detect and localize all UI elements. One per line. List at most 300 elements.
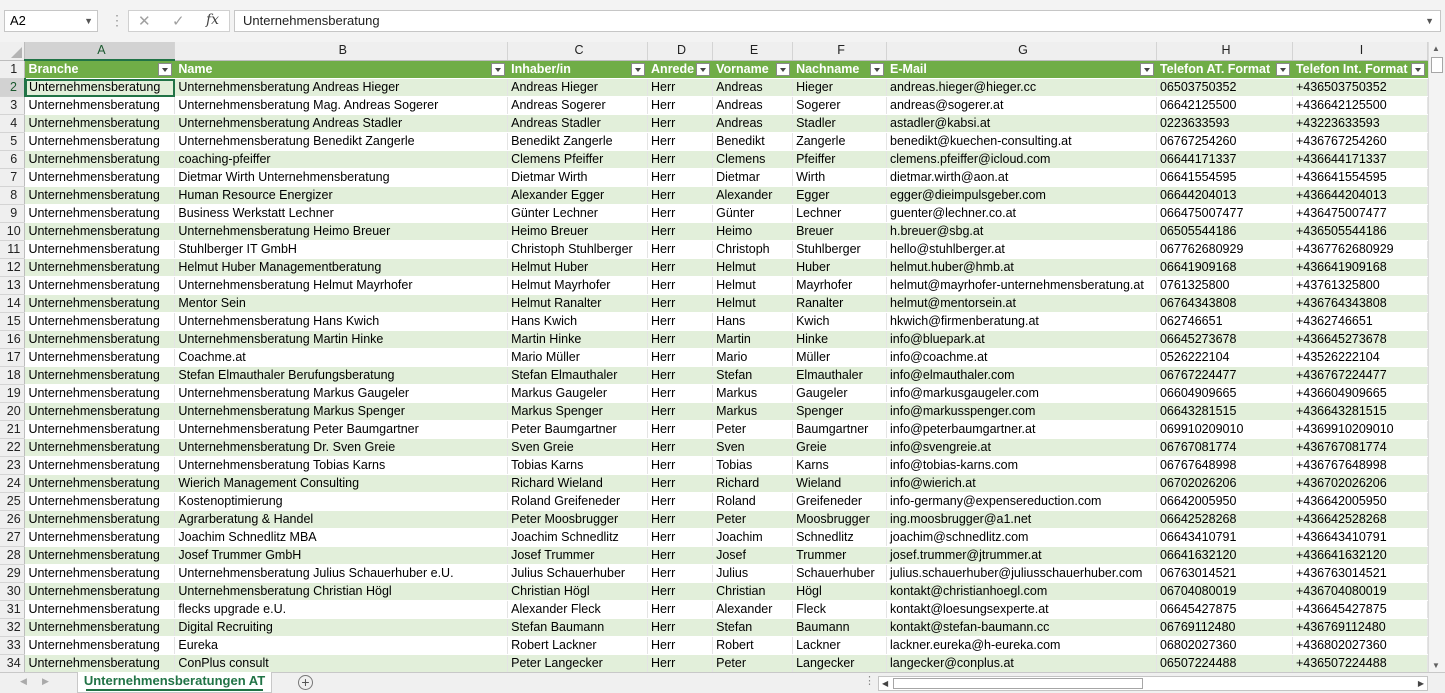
table-cell[interactable]: +436503750352 bbox=[1292, 79, 1427, 97]
table-cell[interactable]: 06604909665 bbox=[1156, 385, 1292, 403]
table-cell[interactable]: 06641554595 bbox=[1156, 169, 1292, 187]
table-cell[interactable]: Benedikt bbox=[713, 133, 793, 151]
table-cell[interactable]: kontakt@christianhoegl.com bbox=[887, 583, 1157, 601]
table-cell[interactable]: Unternehmensberatung bbox=[25, 367, 175, 385]
table-cell[interactable]: Wirth bbox=[793, 169, 887, 187]
table-cell[interactable]: Günter Lechner bbox=[508, 205, 648, 223]
table-cell[interactable]: 06505544186 bbox=[1156, 223, 1292, 241]
table-cell[interactable]: 06767081774 bbox=[1156, 439, 1292, 457]
table-cell[interactable]: Christian Högl bbox=[508, 583, 648, 601]
table-cell[interactable]: Peter bbox=[713, 655, 793, 673]
row-header[interactable]: 30 bbox=[0, 583, 25, 601]
table-cell[interactable]: Unternehmensberatung bbox=[25, 223, 175, 241]
table-cell[interactable]: +436645427875 bbox=[1292, 601, 1427, 619]
table-cell[interactable]: Mario bbox=[713, 349, 793, 367]
table-cell[interactable]: Unternehmensberatung bbox=[25, 241, 175, 259]
row-header[interactable]: 1 bbox=[0, 60, 25, 79]
table-cell[interactable]: Helmut bbox=[713, 295, 793, 313]
column-header-h[interactable]: H bbox=[1156, 42, 1292, 60]
filter-dropdown-icon[interactable] bbox=[491, 63, 505, 76]
table-cell[interactable]: Herr bbox=[648, 277, 713, 295]
filter-dropdown-icon[interactable] bbox=[1140, 63, 1154, 76]
table-cell[interactable]: Helmut bbox=[713, 277, 793, 295]
table-cell[interactable]: Herr bbox=[648, 259, 713, 277]
table-cell[interactable]: +436702026206 bbox=[1292, 475, 1427, 493]
table-cell[interactable]: Roland bbox=[713, 493, 793, 511]
table-cell[interactable]: 062746651 bbox=[1156, 313, 1292, 331]
table-cell[interactable]: Karns bbox=[793, 457, 887, 475]
table-cell[interactable]: Herr bbox=[648, 367, 713, 385]
table-cell[interactable]: 0761325800 bbox=[1156, 277, 1292, 295]
table-cell[interactable]: joachim@schnedlitz.com bbox=[887, 529, 1157, 547]
filter-dropdown-icon[interactable] bbox=[1411, 63, 1425, 76]
table-cell[interactable]: Unternehmensberatung Hans Kwich bbox=[175, 313, 508, 331]
row-header[interactable]: 11 bbox=[0, 241, 25, 259]
table-cell[interactable]: Richard Wieland bbox=[508, 475, 648, 493]
table-cell[interactable]: Herr bbox=[648, 79, 713, 97]
row-header[interactable]: 12 bbox=[0, 259, 25, 277]
table-cell[interactable]: Dietmar Wirth Unternehmensberatung bbox=[175, 169, 508, 187]
table-cell[interactable]: Clemens Pfeiffer bbox=[508, 151, 648, 169]
table-cell[interactable]: ConPlus consult bbox=[175, 655, 508, 673]
table-cell[interactable]: helmut@mayrhofer-unternehmensberatung.at bbox=[887, 277, 1157, 295]
table-cell[interactable]: Tobias bbox=[713, 457, 793, 475]
table-cell[interactable]: Hans bbox=[713, 313, 793, 331]
row-header[interactable]: 31 bbox=[0, 601, 25, 619]
table-cell[interactable]: Müller bbox=[793, 349, 887, 367]
table-cell[interactable]: Unternehmensberatung Julius Schauerhuber e.U. bbox=[175, 565, 508, 583]
table-header-cell[interactable] bbox=[25, 60, 175, 79]
row-header[interactable]: 4 bbox=[0, 115, 25, 133]
table-cell[interactable]: Martin bbox=[713, 331, 793, 349]
tab-prev-icon[interactable]: ◀ bbox=[20, 676, 27, 686]
table-cell[interactable]: +4367762680929 bbox=[1292, 241, 1427, 259]
table-cell[interactable]: Helmut Huber bbox=[508, 259, 648, 277]
table-cell[interactable]: Richard bbox=[713, 475, 793, 493]
table-cell[interactable]: Unternehmensberatung bbox=[25, 133, 175, 151]
table-header-cell[interactable] bbox=[648, 60, 713, 79]
table-cell[interactable]: hkwich@firmenberatung.at bbox=[887, 313, 1157, 331]
table-cell[interactable]: 069910209010 bbox=[1156, 421, 1292, 439]
table-cell[interactable]: +436767254260 bbox=[1292, 133, 1427, 151]
table-cell[interactable]: +436642528268 bbox=[1292, 511, 1427, 529]
table-cell[interactable]: +436507224488 bbox=[1292, 655, 1427, 673]
table-cell[interactable]: Lechner bbox=[793, 205, 887, 223]
table-cell[interactable]: 06643410791 bbox=[1156, 529, 1292, 547]
table-cell[interactable]: Unternehmensberatung bbox=[25, 295, 175, 313]
table-cell[interactable]: andreas@sogerer.at bbox=[887, 97, 1157, 115]
table-cell[interactable]: Unternehmensberatung bbox=[25, 637, 175, 655]
table-cell[interactable]: info@markusgaugeler.com bbox=[887, 385, 1157, 403]
table-cell[interactable]: Unternehmensberatung bbox=[25, 511, 175, 529]
table-cell[interactable]: info@bluepark.at bbox=[887, 331, 1157, 349]
table-cell[interactable]: 06764343808 bbox=[1156, 295, 1292, 313]
table-cell[interactable]: Unternehmensberatung Mag. Andreas Sogerer bbox=[175, 97, 508, 115]
table-cell[interactable]: Markus bbox=[713, 403, 793, 421]
table-cell[interactable]: flecks upgrade e.U. bbox=[175, 601, 508, 619]
table-cell[interactable]: 066475007477 bbox=[1156, 205, 1292, 223]
row-header[interactable]: 14 bbox=[0, 295, 25, 313]
table-cell[interactable]: Stefan Elmauthaler Berufungsberatung bbox=[175, 367, 508, 385]
table-cell[interactable]: 06642125500 bbox=[1156, 97, 1292, 115]
table-cell[interactable]: +436643281515 bbox=[1292, 403, 1427, 421]
table-cell[interactable]: Hieger bbox=[793, 79, 887, 97]
table-cell[interactable]: Huber bbox=[793, 259, 887, 277]
table-cell[interactable]: Unternehmensberatung Andreas Hieger bbox=[175, 79, 508, 97]
checkmark-icon[interactable]: ✓ bbox=[172, 13, 185, 30]
table-cell[interactable]: +436641909168 bbox=[1292, 259, 1427, 277]
table-cell[interactable]: +436644204013 bbox=[1292, 187, 1427, 205]
table-cell[interactable]: 06641909168 bbox=[1156, 259, 1292, 277]
select-all-corner[interactable] bbox=[0, 42, 25, 60]
row-header[interactable]: 34 bbox=[0, 655, 25, 673]
function-icon[interactable]: fx bbox=[206, 12, 220, 28]
table-cell[interactable]: Clemens bbox=[713, 151, 793, 169]
column-header-g[interactable]: G bbox=[887, 42, 1157, 60]
table-cell[interactable]: Unternehmensberatung bbox=[25, 619, 175, 637]
table-cell[interactable]: Stuhlberger bbox=[793, 241, 887, 259]
table-cell[interactable]: Spenger bbox=[793, 403, 887, 421]
row-header[interactable]: 24 bbox=[0, 475, 25, 493]
table-cell[interactable]: Herr bbox=[648, 619, 713, 637]
table-cell[interactable]: Julius bbox=[713, 565, 793, 583]
name-box[interactable] bbox=[4, 10, 98, 32]
table-cell[interactable]: info@wierich.at bbox=[887, 475, 1157, 493]
filter-dropdown-icon[interactable] bbox=[870, 63, 884, 76]
table-cell[interactable]: Ranalter bbox=[793, 295, 887, 313]
row-header[interactable]: 21 bbox=[0, 421, 25, 439]
table-cell[interactable]: Dietmar Wirth bbox=[508, 169, 648, 187]
table-cell[interactable]: dietmar.wirth@aon.at bbox=[887, 169, 1157, 187]
table-cell[interactable]: +436505544186 bbox=[1292, 223, 1427, 241]
table-cell[interactable]: 06643281515 bbox=[1156, 403, 1292, 421]
table-cell[interactable]: Herr bbox=[648, 529, 713, 547]
table-cell[interactable]: Robert Lackner bbox=[508, 637, 648, 655]
table-cell[interactable]: Unternehmensberatung bbox=[25, 475, 175, 493]
table-cell[interactable]: Herr bbox=[648, 313, 713, 331]
table-cell[interactable]: Andreas bbox=[713, 79, 793, 97]
row-header[interactable]: 22 bbox=[0, 439, 25, 457]
table-cell[interactable]: Robert bbox=[713, 637, 793, 655]
table-cell[interactable]: Unternehmensberatung bbox=[25, 403, 175, 421]
table-cell[interactable]: Peter Baumgartner bbox=[508, 421, 648, 439]
table-cell[interactable]: Helmut Huber Managementberatung bbox=[175, 259, 508, 277]
table-cell[interactable]: 0526222104 bbox=[1156, 349, 1292, 367]
table-cell[interactable]: +436643410791 bbox=[1292, 529, 1427, 547]
table-cell[interactable]: Benedikt Zangerle bbox=[508, 133, 648, 151]
table-header-cell[interactable] bbox=[175, 60, 508, 79]
table-cell[interactable]: Alexander bbox=[713, 187, 793, 205]
table-cell[interactable]: ing.moosbrugger@a1.net bbox=[887, 511, 1157, 529]
table-cell[interactable]: Christian bbox=[713, 583, 793, 601]
table-cell[interactable]: +436644171337 bbox=[1292, 151, 1427, 169]
table-cell[interactable]: 0223633593 bbox=[1156, 115, 1292, 133]
table-cell[interactable]: Greifeneder bbox=[793, 493, 887, 511]
table-cell[interactable]: Unternehmensberatung bbox=[25, 331, 175, 349]
table-cell[interactable]: 06702026206 bbox=[1156, 475, 1292, 493]
table-cell[interactable]: info@peterbaumgartner.at bbox=[887, 421, 1157, 439]
table-cell[interactable]: Unternehmensberatung Benedikt Zangerle bbox=[175, 133, 508, 151]
table-cell[interactable]: Unternehmensberatung bbox=[25, 493, 175, 511]
table-cell[interactable]: julius.schauerhuber@juliusschauerhuber.com bbox=[887, 565, 1157, 583]
table-cell[interactable]: info@markusspenger.com bbox=[887, 403, 1157, 421]
table-cell[interactable]: coaching-pfeiffer bbox=[175, 151, 508, 169]
table-cell[interactable]: Andreas bbox=[713, 115, 793, 133]
table-cell[interactable]: Hinke bbox=[793, 331, 887, 349]
table-cell[interactable]: Herr bbox=[648, 169, 713, 187]
table-cell[interactable]: Stuhlberger IT GmbH bbox=[175, 241, 508, 259]
table-cell[interactable]: Unternehmensberatung Tobias Karns bbox=[175, 457, 508, 475]
table-cell[interactable]: Unternehmensberatung Helmut Mayrhofer bbox=[175, 277, 508, 295]
table-cell[interactable]: Business Werkstatt Lechner bbox=[175, 205, 508, 223]
table-cell[interactable]: +436802027360 bbox=[1292, 637, 1427, 655]
table-cell[interactable]: +436475007477 bbox=[1292, 205, 1427, 223]
table-cell[interactable]: +436769112480 bbox=[1292, 619, 1427, 637]
table-cell[interactable]: +436767648998 bbox=[1292, 457, 1427, 475]
scroll-down-icon[interactable]: ▼ bbox=[1432, 661, 1440, 670]
row-header[interactable]: 19 bbox=[0, 385, 25, 403]
table-cell[interactable]: Unternehmensberatung bbox=[25, 115, 175, 133]
table-cell[interactable]: Sven bbox=[713, 439, 793, 457]
table-cell[interactable]: Högl bbox=[793, 583, 887, 601]
table-cell[interactable]: +43761325800 bbox=[1292, 277, 1427, 295]
table-cell[interactable]: Herr bbox=[648, 655, 713, 673]
row-header[interactable]: 26 bbox=[0, 511, 25, 529]
table-cell[interactable]: Herr bbox=[648, 385, 713, 403]
table-cell[interactable]: info@tobias-karns.com bbox=[887, 457, 1157, 475]
table-cell[interactable]: josef.trummer@jtrummer.at bbox=[887, 547, 1157, 565]
table-cell[interactable]: Moosbrugger bbox=[793, 511, 887, 529]
table-cell[interactable]: Agrarberatung & Handel bbox=[175, 511, 508, 529]
table-cell[interactable]: Joachim Schnedlitz MBA bbox=[175, 529, 508, 547]
table-cell[interactable]: Herr bbox=[648, 439, 713, 457]
table-cell[interactable]: Josef bbox=[713, 547, 793, 565]
chevron-down-icon[interactable]: ▼ bbox=[84, 16, 93, 26]
table-cell[interactable]: +436642005950 bbox=[1292, 493, 1427, 511]
column-header-c[interactable]: C bbox=[508, 42, 648, 60]
table-cell[interactable]: Unternehmensberatung bbox=[25, 601, 175, 619]
table-cell[interactable]: astadler@kabsi.at bbox=[887, 115, 1157, 133]
row-header[interactable]: 25 bbox=[0, 493, 25, 511]
table-cell[interactable]: Unternehmensberatung bbox=[25, 583, 175, 601]
table-cell[interactable]: Mario Müller bbox=[508, 349, 648, 367]
vertical-scrollbar[interactable] bbox=[1428, 42, 1445, 672]
table-cell[interactable]: Herr bbox=[648, 187, 713, 205]
row-header[interactable]: 15 bbox=[0, 313, 25, 331]
table-cell[interactable]: Digital Recruiting bbox=[175, 619, 508, 637]
table-cell[interactable]: Unternehmensberatung bbox=[25, 187, 175, 205]
table-cell[interactable]: 06645273678 bbox=[1156, 331, 1292, 349]
table-cell[interactable]: Herr bbox=[648, 403, 713, 421]
filter-dropdown-icon[interactable] bbox=[776, 63, 790, 76]
table-cell[interactable]: Elmauthaler bbox=[793, 367, 887, 385]
table-cell[interactable]: +436645273678 bbox=[1292, 331, 1427, 349]
table-cell[interactable]: 06767254260 bbox=[1156, 133, 1292, 151]
table-cell[interactable]: Unternehmensberatung bbox=[25, 565, 175, 583]
cancel-icon[interactable]: ✕ bbox=[138, 13, 151, 30]
table-cell[interactable]: Unternehmensberatung bbox=[25, 421, 175, 439]
table-cell[interactable]: info-germany@expensereduction.com bbox=[887, 493, 1157, 511]
table-cell[interactable]: Helmut Ranalter bbox=[508, 295, 648, 313]
table-cell[interactable]: Herr bbox=[648, 583, 713, 601]
table-cell[interactable]: 06507224488 bbox=[1156, 655, 1292, 673]
table-cell[interactable]: Roland Greifeneder bbox=[508, 493, 648, 511]
table-cell[interactable]: Zangerle bbox=[793, 133, 887, 151]
formula-input[interactable] bbox=[234, 10, 1441, 32]
table-cell[interactable]: Herr bbox=[648, 349, 713, 367]
table-cell[interactable]: Wieland bbox=[793, 475, 887, 493]
expand-formula-bar-icon[interactable]: ▼ bbox=[1425, 16, 1434, 26]
table-cell[interactable]: Gaugeler bbox=[793, 385, 887, 403]
table-cell[interactable]: info@coachme.at bbox=[887, 349, 1157, 367]
column-header-f[interactable]: F bbox=[793, 42, 887, 60]
table-cell[interactable]: Herr bbox=[648, 565, 713, 583]
table-cell[interactable]: Herr bbox=[648, 421, 713, 439]
table-cell[interactable]: Unternehmensberatung Markus Gaugeler bbox=[175, 385, 508, 403]
table-cell[interactable]: Dietmar bbox=[713, 169, 793, 187]
table-cell[interactable]: Herr bbox=[648, 475, 713, 493]
table-cell[interactable]: Kostenoptimierung bbox=[175, 493, 508, 511]
table-cell[interactable]: Unternehmensberatung bbox=[25, 313, 175, 331]
table-cell[interactable]: Trummer bbox=[793, 547, 887, 565]
table-cell[interactable]: Pfeiffer bbox=[793, 151, 887, 169]
table-cell[interactable]: 06763014521 bbox=[1156, 565, 1292, 583]
table-cell[interactable]: Herr bbox=[648, 223, 713, 241]
table-cell[interactable]: benedikt@kuechen-consulting.at bbox=[887, 133, 1157, 151]
table-cell[interactable]: 06644204013 bbox=[1156, 187, 1292, 205]
splitter-grip-icon[interactable]: ⋮ bbox=[864, 675, 875, 687]
table-cell[interactable]: 06642005950 bbox=[1156, 493, 1292, 511]
table-cell[interactable]: Peter Langecker bbox=[508, 655, 648, 673]
table-cell[interactable]: Helmut bbox=[713, 259, 793, 277]
table-cell[interactable]: Herr bbox=[648, 493, 713, 511]
row-header[interactable]: 9 bbox=[0, 205, 25, 223]
table-cell[interactable]: 06641632120 bbox=[1156, 547, 1292, 565]
table-cell[interactable]: Josef Trummer GmbH bbox=[175, 547, 508, 565]
table-cell[interactable]: Unternehmensberatung bbox=[25, 529, 175, 547]
row-header[interactable]: 10 bbox=[0, 223, 25, 241]
table-cell[interactable]: 06769112480 bbox=[1156, 619, 1292, 637]
table-cell[interactable]: Heimo Breuer bbox=[508, 223, 648, 241]
filter-dropdown-icon[interactable] bbox=[696, 63, 710, 76]
table-cell[interactable]: Andreas Stadler bbox=[508, 115, 648, 133]
table-cell[interactable]: Peter Moosbrugger bbox=[508, 511, 648, 529]
table-cell[interactable]: Unternehmensberatung bbox=[25, 151, 175, 169]
table-cell[interactable]: Baumann bbox=[793, 619, 887, 637]
table-cell[interactable]: +43526222104 bbox=[1292, 349, 1427, 367]
table-cell[interactable]: Lackner bbox=[793, 637, 887, 655]
table-cell[interactable]: +436763014521 bbox=[1292, 565, 1427, 583]
scroll-left-icon[interactable]: ◀ bbox=[882, 679, 889, 688]
table-cell[interactable]: +436642125500 bbox=[1292, 97, 1427, 115]
table-cell[interactable]: Heimo bbox=[713, 223, 793, 241]
table-cell[interactable]: Andreas Hieger bbox=[508, 79, 648, 97]
table-cell[interactable]: Eureka bbox=[175, 637, 508, 655]
row-header[interactable]: 16 bbox=[0, 331, 25, 349]
table-cell[interactable]: Martin Hinke bbox=[508, 331, 648, 349]
row-header[interactable]: 2 bbox=[0, 79, 25, 97]
horizontal-scrollbar[interactable] bbox=[878, 676, 1428, 691]
table-cell[interactable]: Mayrhofer bbox=[793, 277, 887, 295]
table-cell[interactable]: Baumgartner bbox=[793, 421, 887, 439]
column-header-d[interactable]: D bbox=[648, 42, 713, 60]
table-cell[interactable]: h.breuer@sbg.at bbox=[887, 223, 1157, 241]
table-cell[interactable]: Andreas Sogerer bbox=[508, 97, 648, 115]
table-header-cell[interactable] bbox=[713, 60, 793, 79]
table-cell[interactable]: hello@stuhlberger.at bbox=[887, 241, 1157, 259]
row-header[interactable]: 29 bbox=[0, 565, 25, 583]
row-header[interactable]: 23 bbox=[0, 457, 25, 475]
table-cell[interactable]: Unternehmensberatung Dr. Sven Greie bbox=[175, 439, 508, 457]
table-cell[interactable]: Herr bbox=[648, 457, 713, 475]
table-cell[interactable]: Fleck bbox=[793, 601, 887, 619]
table-cell[interactable]: Markus Gaugeler bbox=[508, 385, 648, 403]
table-cell[interactable]: Sogerer bbox=[793, 97, 887, 115]
table-cell[interactable]: Unternehmensberatung bbox=[25, 259, 175, 277]
table-cell[interactable]: helmut.huber@hmb.at bbox=[887, 259, 1157, 277]
table-cell[interactable]: Schnedlitz bbox=[793, 529, 887, 547]
table-cell[interactable]: Alexander Fleck bbox=[508, 601, 648, 619]
table-cell[interactable]: Unternehmensberatung Heimo Breuer bbox=[175, 223, 508, 241]
table-cell[interactable]: Alexander Egger bbox=[508, 187, 648, 205]
table-cell[interactable]: helmut@mentorsein.at bbox=[887, 295, 1157, 313]
table-cell[interactable]: Herr bbox=[648, 151, 713, 169]
plus-circle-icon[interactable]: + bbox=[298, 675, 313, 690]
column-header-b[interactable]: B bbox=[175, 42, 508, 60]
table-cell[interactable]: guenter@lechner.co.at bbox=[887, 205, 1157, 223]
table-cell[interactable]: Herr bbox=[648, 331, 713, 349]
table-cell[interactable]: Unternehmensberatung Peter Baumgartner bbox=[175, 421, 508, 439]
tab-next-icon[interactable]: ▶ bbox=[42, 676, 49, 686]
row-header[interactable]: 7 bbox=[0, 169, 25, 187]
worksheet-grid[interactable] bbox=[0, 42, 1428, 672]
table-cell[interactable]: Unternehmensberatung bbox=[25, 169, 175, 187]
table-cell[interactable]: Kwich bbox=[793, 313, 887, 331]
table-cell[interactable]: Stefan Baumann bbox=[508, 619, 648, 637]
table-cell[interactable]: Unternehmensberatung Martin Hinke bbox=[175, 331, 508, 349]
table-cell[interactable]: 06642528268 bbox=[1156, 511, 1292, 529]
table-cell[interactable]: 06802027360 bbox=[1156, 637, 1292, 655]
row-header[interactable]: 18 bbox=[0, 367, 25, 385]
row-header[interactable]: 5 bbox=[0, 133, 25, 151]
table-cell[interactable]: +436767081774 bbox=[1292, 439, 1427, 457]
table-cell[interactable]: Markus Spenger bbox=[508, 403, 648, 421]
table-cell[interactable]: Stefan Elmauthaler bbox=[508, 367, 648, 385]
table-cell[interactable]: andreas.hieger@hieger.cc bbox=[887, 79, 1157, 97]
table-cell[interactable]: Joachim Schnedlitz bbox=[508, 529, 648, 547]
sheet-tab-active[interactable]: Unternehmensberatungen AT bbox=[77, 672, 272, 693]
table-cell[interactable]: Mentor Sein bbox=[175, 295, 508, 313]
table-cell[interactable]: Schauerhuber bbox=[793, 565, 887, 583]
table-cell[interactable]: info@elmauthaler.com bbox=[887, 367, 1157, 385]
row-header[interactable]: 33 bbox=[0, 637, 25, 655]
table-cell[interactable]: 06767224477 bbox=[1156, 367, 1292, 385]
table-cell[interactable]: Egger bbox=[793, 187, 887, 205]
table-cell[interactable]: Alexander bbox=[713, 601, 793, 619]
table-cell[interactable]: Unternehmensberatung bbox=[25, 277, 175, 295]
row-header[interactable]: 3 bbox=[0, 97, 25, 115]
row-header[interactable]: 32 bbox=[0, 619, 25, 637]
column-header-a[interactable]: A bbox=[25, 42, 175, 60]
table-cell[interactable]: Christoph Stuhlberger bbox=[508, 241, 648, 259]
table-cell[interactable]: Günter bbox=[713, 205, 793, 223]
table-cell[interactable]: 06767648998 bbox=[1156, 457, 1292, 475]
table-cell[interactable]: Unternehmensberatung Markus Spenger bbox=[175, 403, 508, 421]
table-cell[interactable]: +436604909665 bbox=[1292, 385, 1427, 403]
table-cell[interactable]: langecker@conplus.at bbox=[887, 655, 1157, 673]
table-header-cell[interactable] bbox=[887, 60, 1157, 79]
row-header[interactable]: 13 bbox=[0, 277, 25, 295]
